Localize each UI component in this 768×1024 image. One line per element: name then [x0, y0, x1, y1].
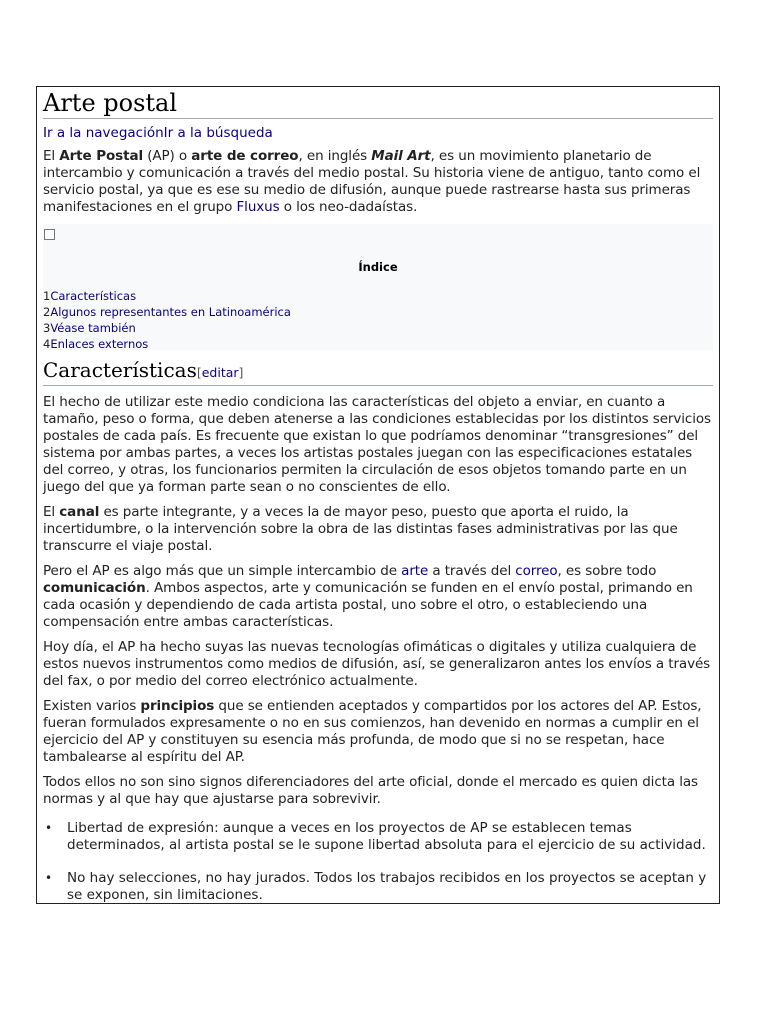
toc-item-link-representantes[interactable]: Algunos representantes en Latinoamérica [50, 305, 291, 319]
bold-term-principios: principios [140, 698, 215, 714]
toc-item-link-caracteristicas[interactable]: Características [50, 289, 137, 303]
toc-item[interactable] [43, 336, 713, 352]
list-item: • No hay selecciones, no hay jurados. Todos los trabajos recibidos en los proyectos se aceptan y se exponen, sin limitaciones. [43, 870, 713, 904]
text: es parte integrante, y a veces la de mayor peso, puesto que aporta el ruido, la incertidumbre, o la intervención sobre la obra de las distintas fases administrativas por las que transcurre el viaje postal. [43, 504, 678, 554]
paragraph-5 [43, 698, 713, 766]
text: , es un movimiento planetario de intercambio y comunicación a través del medio postal. Su historia viene de antiguo, tanto como el servicio postal, ya que es ese su medio de difusión, aunque puede rastrearse hasta sus primeras manifestaciones en el grupo [43, 148, 701, 215]
toc-item-number: 1 [43, 289, 51, 303]
text: Existen varios [43, 698, 141, 714]
edit-section-link[interactable]: editar [201, 365, 239, 380]
text: (AP) o [143, 148, 192, 164]
text: a través del [428, 563, 516, 579]
section-heading-caracteristicas [43, 358, 713, 386]
text: . Ambos aspectos, arte y comunicación se funden en el envío postal, primando en cada ocasión y dependiendo de cada artista postal, uno sobre el otro, o estableciendo una compensación entre ambas características. [43, 580, 693, 630]
bracket: [ [196, 365, 202, 380]
bold-term-mail-art: Mail Art [371, 148, 431, 164]
section-heading-text: Características [43, 358, 197, 382]
toc-item-number: 4 [43, 337, 51, 351]
toc-item[interactable] [43, 304, 713, 320]
text: o los neo-dadaístas. [279, 199, 418, 215]
text: , en inglés [298, 148, 372, 164]
jump-to-navigation-link[interactable]: Ir a la navegación [43, 125, 164, 141]
bracket: ] [238, 365, 244, 380]
intro-paragraph [43, 148, 713, 216]
text: que se entienden aceptados y compartidos por los actores del AP. Estos, fueran formulados expresamente o no en sus comienzos, han devenido en normas a cumplir en el ejercicio del AP y constituyen su esencia más profunda, de modo que si no se respetan, hace tambalearse al espíritu del AP. [43, 698, 702, 765]
text: El [43, 504, 60, 520]
toc-item-number: 2 [43, 305, 51, 319]
toc-item-link-enlaces-externos[interactable]: Enlaces externos [50, 337, 149, 351]
toc-item[interactable] [43, 288, 713, 304]
link-arte[interactable]: arte [401, 563, 429, 579]
list-item: • Libertad de expresión: aunque a veces en los proyectos de AP se establecen temas determinados, al artista postal se le supone libertad absoluta para el ejercicio de su actividad. [43, 820, 713, 854]
page-title: Arte postal [43, 89, 713, 119]
text: Pero el AP es algo más que un simple intercambio de [43, 563, 402, 579]
bold-term-arte-de-correo: arte de correo [191, 148, 299, 164]
toc-item[interactable] [43, 320, 713, 336]
paragraph-2 [43, 504, 713, 555]
principles-list [43, 820, 713, 904]
jump-links [43, 125, 713, 142]
paragraph-6: Todos ellos no son sino signos diferenciadores del arte oficial, donde el mercado es quien dicta las normas y al que hay que ajustarse para sobrevivir. [43, 774, 698, 807]
jump-to-search-link[interactable]: Ir a la búsqueda [163, 125, 273, 141]
paragraph-1: El hecho de utilizar este medio condiciona las características del objeto a enviar, en cuanto a tamaño, peso o forma, que deben atenerse a las condiciones establecidas por los distintos servicios postales de cada país. Es frecuente que existan lo que podríamos denominar “transgresiones” del sistema por ambas partes, a veces los artistas postales juegan con las especificaciones estatales del correo, y otras, los funcionarios permiten la circulación de esos objetos tomando parte en un juego del que ya forman parte sean o no conscientes de ello. [43, 394, 711, 495]
text: El [43, 148, 60, 164]
paragraph-3 [43, 563, 713, 631]
text: , es sobre todo [557, 563, 657, 579]
table-of-contents [43, 224, 713, 350]
toc-toggle-checkbox[interactable] [44, 229, 55, 240]
paragraph-4: Hoy día, el AP ha hecho suyas las nuevas tecnologías ofimáticas o digitales y utiliza cualquiera de estos nuevos instrumentos como medios de difusión, así, se generalizaron antes los envíos a través del fax, o por medio del correo electrónico actualmente. [43, 639, 711, 689]
link-fluxus[interactable]: Fluxus [236, 199, 280, 215]
toc-item-number: 3 [43, 321, 51, 335]
toc-item-link-vease-tambien[interactable]: Véase también [50, 321, 136, 335]
bold-term-canal: canal [59, 504, 100, 520]
link-correo[interactable]: correo [515, 563, 558, 579]
bold-term-comunicacion: comunicación [43, 580, 146, 596]
bold-term-arte-postal: Arte Postal [59, 148, 143, 164]
article-page [36, 86, 720, 904]
edit-section [197, 365, 244, 380]
toc-title: Índice [358, 260, 398, 274]
